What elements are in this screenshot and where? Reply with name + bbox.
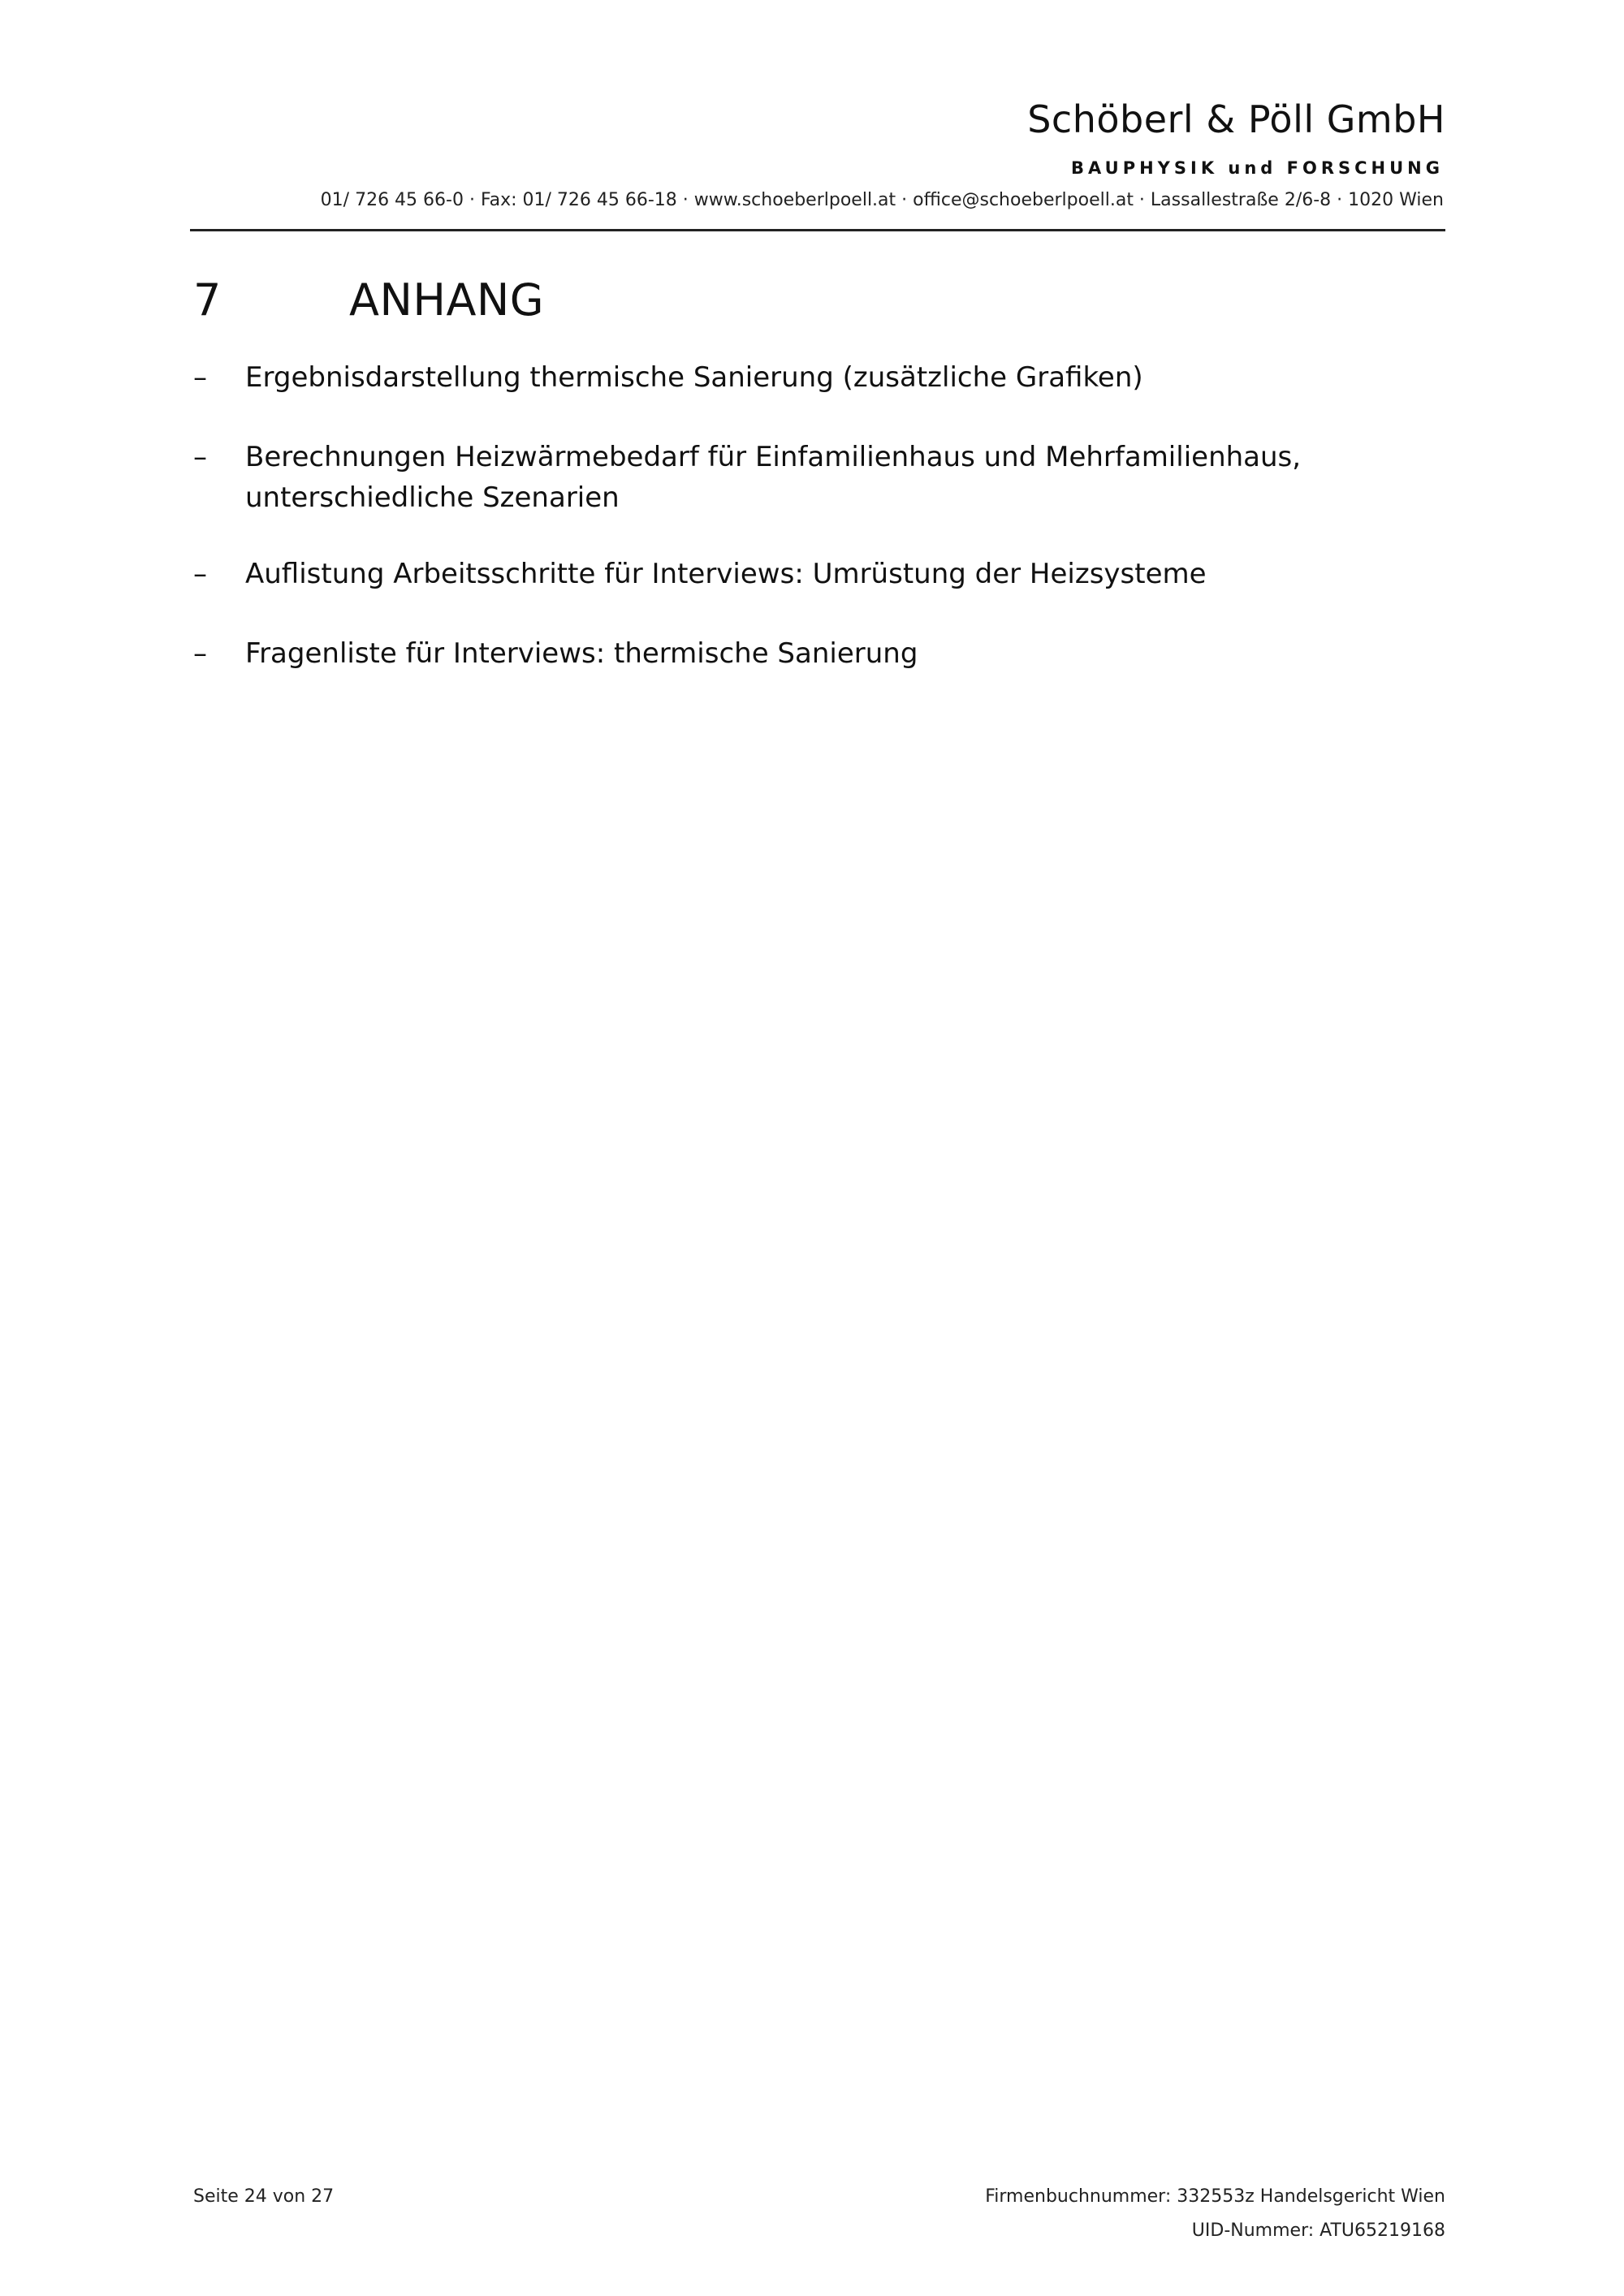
vat-number: UID-Nummer: ATU65219168 [1191, 2220, 1445, 2241]
letterhead [190, 0, 1445, 232]
list-item-text: Auflistung Arbeitsschritte für Interviews: Umrüstung der Heizsysteme [245, 558, 1207, 590]
company-tagline: BAUPHYSIK und FORSCHUNG [1071, 158, 1444, 178]
section-number: 7 [193, 274, 222, 326]
list-item-text: Ergebnisdarstellung thermische Sanierung (zusätzliche Grafiken) [245, 361, 1143, 394]
page-number: Seite 24 von 27 [193, 2186, 335, 2207]
dash-bullet: – [193, 441, 207, 473]
dash-bullet: – [193, 361, 207, 394]
company-register-number: Firmenbuchnummer: 332553z Handelsgericht Wien [985, 2186, 1445, 2207]
section-heading [193, 276, 1411, 325]
company-contact-line: 01/ 726 45 66-0 · Fax: 01/ 726 45 66-18 · www.schoeberlpoell.at · office@schoeberlpoell.at · Lassallestraße 2/6-8 · 1020 Wien [320, 190, 1444, 210]
page-footer [193, 2184, 1445, 2257]
list-item-text: Fragenliste für Interviews: thermische Sanierung [245, 637, 918, 670]
dash-bullet: – [193, 558, 207, 590]
company-name: Schöberl & Pöll GmbH [1027, 97, 1445, 141]
list-item-text: Berechnungen Heizwärmebedarf für Einfamilienhaus und Mehrfamilienhaus, unterschiedliche Szenarien [245, 441, 1302, 514]
dash-bullet: – [193, 637, 207, 670]
header-divider [190, 229, 1445, 231]
section-title: ANHANG [349, 274, 545, 326]
